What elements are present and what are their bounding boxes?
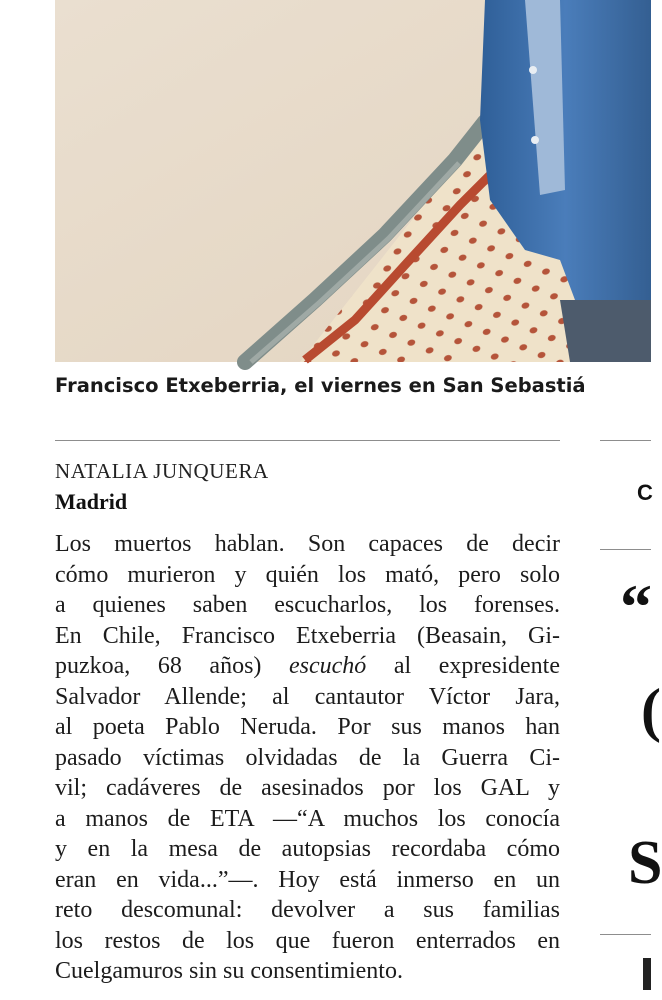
body-segment: puzkoa, 68 años) — [55, 653, 262, 679]
side-column-divider — [600, 440, 651, 441]
side-column-pull-quote-text: ( — [641, 677, 661, 743]
side-column-fragment — [643, 958, 651, 990]
body-line: Cuelgamuros sin su consentimiento. — [55, 958, 403, 984]
body-line: los restos de los que fueron enterrados en — [55, 927, 560, 954]
body-line: Salvador Allende; al cantautor Víctor Jara, — [55, 683, 560, 710]
side-column-text: C — [637, 480, 653, 505]
body-line: reto descomunal: devolver a sus familias — [55, 897, 560, 923]
body-line: cómo murieron y quién los mató, pero solo — [55, 561, 560, 588]
body-line: y en la mesa de autopsias recordaba cómo — [55, 836, 560, 862]
author-name: NATALIA JUNQUERA — [55, 459, 269, 483]
photo-caption: Francisco Etxeberria, el viernes en San Sebastiá — [55, 374, 586, 397]
byline-divider — [55, 440, 560, 441]
body-segment: al expresidente — [393, 653, 561, 679]
body-italic-segment: escuchó — [288, 653, 367, 679]
body-line: vil; cadáveres de asesinados por los GAL y — [55, 775, 560, 801]
body-line: pasado víctimas olvidadas de la Guerra Ci- — [55, 744, 560, 771]
article-body — [55, 529, 560, 987]
body-line: a manos de ETA —“A muchos los conocía — [55, 805, 560, 832]
body-line: a quienes saben escucharlos, los forenses. — [55, 592, 560, 618]
side-column-divider — [600, 934, 651, 935]
body-line — [55, 651, 560, 682]
body-line: Los muertos hablan. Son capaces de decir — [55, 531, 560, 557]
side-column-divider — [600, 549, 651, 550]
article-photo — [55, 0, 651, 362]
side-column-pull-quote-text: S — [628, 829, 662, 897]
side-column-pull-quote-mark: “ — [620, 571, 652, 642]
dateline-location: Madrid — [55, 489, 128, 514]
body-line: eran en vida...”—. Hoy está inmerso en un — [55, 866, 560, 893]
body-line: En Chile, Francisco Etxeberria (Beasain, Gi- — [55, 622, 560, 649]
body-line: al poeta Pablo Neruda. Por sus manos han — [55, 714, 560, 740]
